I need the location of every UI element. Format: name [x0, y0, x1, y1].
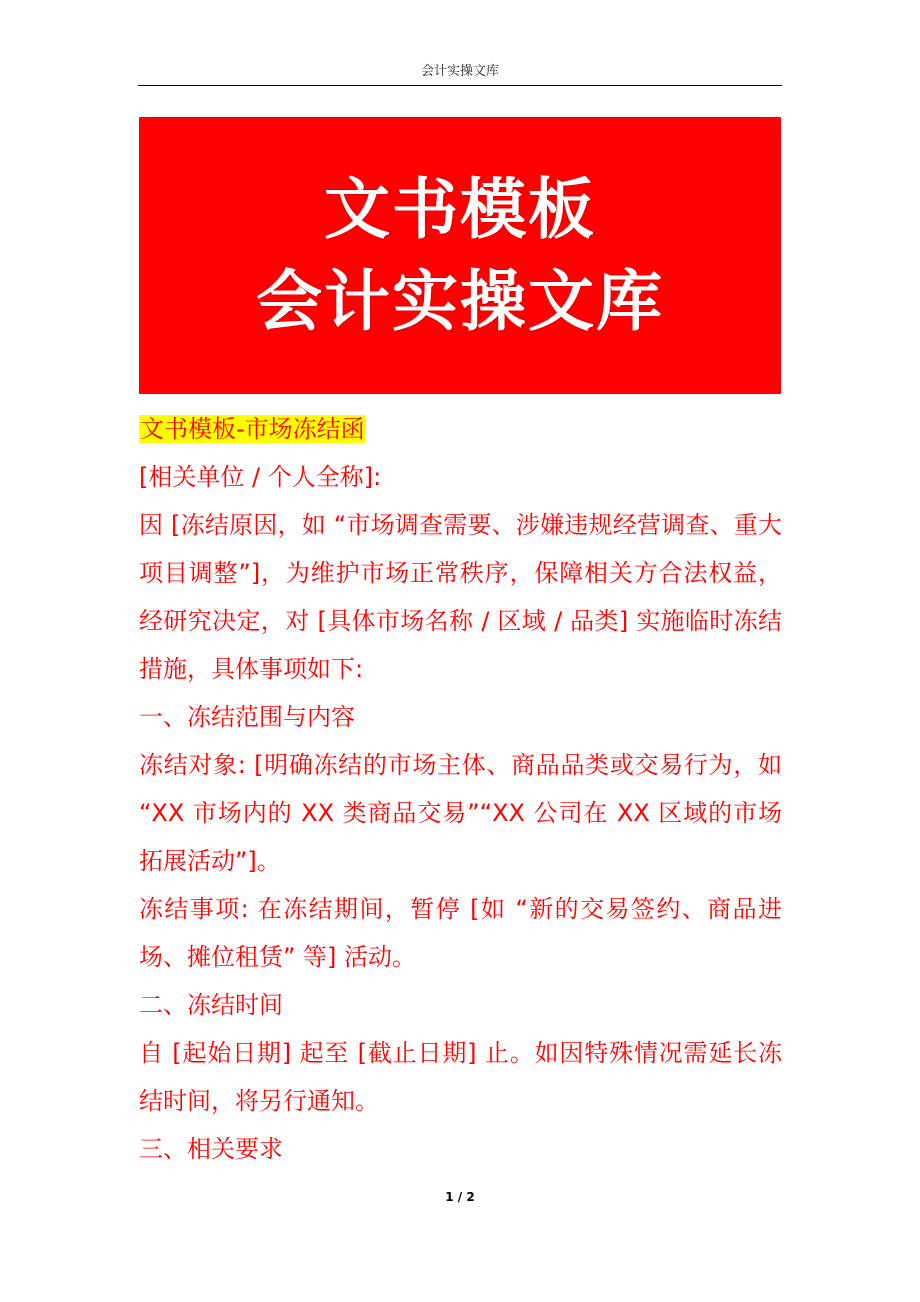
document-body [139, 405, 782, 1173]
cover-banner [139, 117, 781, 394]
section-1-heading: 一、冻结范围与内容 [139, 703, 355, 731]
page-number: 1 / 2 [445, 1190, 475, 1204]
addressee-paragraph: [相关单位 / 个人全称]: [139, 463, 382, 491]
freeze-items-paragraph: 冻结事项: 在冻结期间，暂停 [如 “新的交易签约、商品进场、摊位租赁” 等] 活动。 [139, 895, 782, 971]
section-2-heading: 二、冻结时间 [139, 991, 283, 1019]
running-header: 会计实操文库 [420, 64, 499, 79]
document-title: 文书模板-市场冻结函 [140, 415, 365, 443]
document-title-line [139, 405, 782, 453]
banner-title-line-1: 文书模板 [324, 170, 596, 248]
freeze-period-paragraph: 自 [起始日期] 起至 [截止日期] 止。如因特殊情况需延长冻结时间，将另行通知。 [139, 1039, 782, 1115]
freeze-target-paragraph: 冻结对象: [明确冻结的市场主体、商品品类或交易行为，如 “XX 市场内的 XX 类商品交易”“XX 公司在 XX 区域的市场拓展活动”]。 [139, 751, 782, 875]
intro-paragraph: 因 [冻结原因，如 “市场调查需要、涉嫌违规经营调查、重大项目调整”]，为维护市场正常秩序，保障相关方合法权益，经研究决定，对 [具体市场名称 / 区域 / 品类] 实施临时冻结措施，具体事项如下: [139, 511, 782, 683]
section-3-heading: 三、相关要求 [139, 1135, 283, 1163]
header-divider [138, 85, 782, 86]
banner-title-line-2: 会计实操文库 [256, 262, 664, 340]
